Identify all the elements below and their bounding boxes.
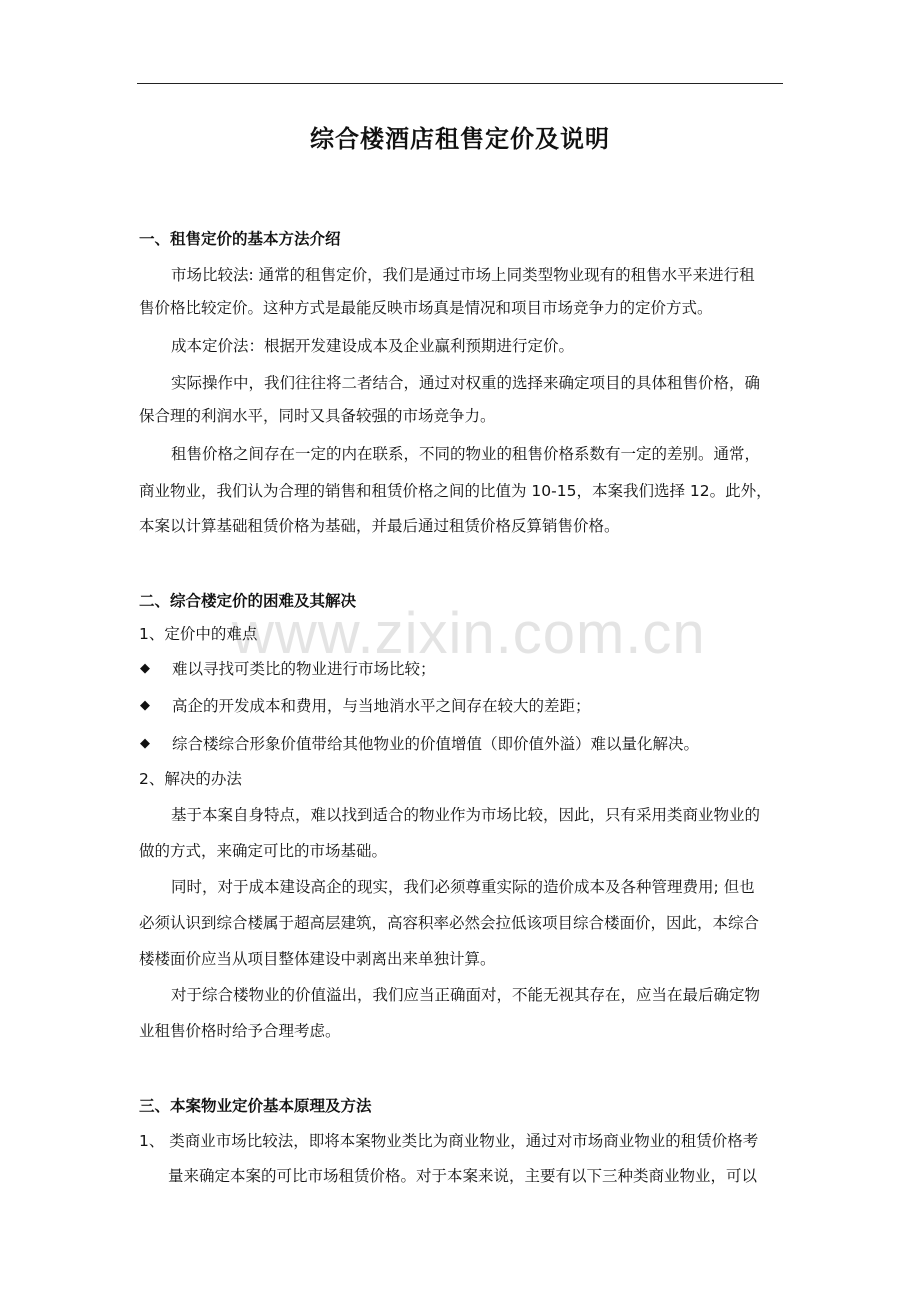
watermark: www.zixin.com.cn bbox=[232, 601, 706, 666]
numbered-item-line: 量来确定本案的可比市场租赁价格。对于本案来说，主要有以下三种类商业物业，可以 bbox=[168, 1167, 758, 1185]
diamond-bullet-icon: ◆ bbox=[140, 736, 150, 751]
section-3-heading: 三、本案物业定价基本原理及方法 bbox=[139, 1097, 372, 1115]
bullet-item: 高企的开发成本和费用，与当地消水平之间存在较大的差距； bbox=[172, 697, 591, 715]
bullet-item: 综合楼综合形象价值带给其他物业的价值增值（即价值外溢）难以量化解决。 bbox=[172, 735, 700, 753]
section-1-heading: 一、租售定价的基本方法介绍 bbox=[139, 230, 341, 248]
paragraph-line: 租售价格之间存在一定的内在联系，不同的物业的租售价格系数有一定的差别。通常， bbox=[171, 445, 761, 463]
paragraph-line: 业租售价格时给予合理考虑。 bbox=[139, 1022, 341, 1040]
paragraph-line: 同时，对于成本建设高企的现实，我们必须尊重实际的造价成本及各种管理费用; 但也 bbox=[171, 878, 755, 896]
paragraph-line: 对于综合楼物业的价值溢出，我们应当正确面对，不能无视其存在，应当在最后确定物 bbox=[171, 986, 761, 1004]
paragraph-line: 基于本案自身特点，难以找到适合的物业作为市场比较，因此，只有采用类商业物业的 bbox=[171, 806, 761, 824]
paragraph-line: 本案以计算基础租赁价格为基础，并最后通过租赁价格反算销售价格。 bbox=[139, 517, 620, 535]
paragraph-line: 售价格比较定价。这种方式是最能反映市场真是情况和项目市场竞争力的定价方式。 bbox=[139, 299, 713, 317]
paragraph-line: 保合理的利润水平，同时又具备较强的市场竞争力。 bbox=[139, 407, 496, 425]
paragraph-line: 市场比较法: 通常的租售定价，我们是通过市场上同类型物业现有的租售水平来进行租 bbox=[171, 266, 755, 284]
diamond-bullet-icon: ◆ bbox=[140, 661, 150, 676]
paragraph-line: 必须认识到综合楼属于超高层建筑，高容积率必然会拉低该项目综合楼面价，因此，本综合 bbox=[139, 914, 760, 932]
paragraph-line: 做的方式，来确定可比的市场基础。 bbox=[139, 842, 388, 860]
document-title: 综合楼酒店租售定价及说明 bbox=[310, 125, 610, 153]
subheading: 2、解决的办法 bbox=[139, 770, 242, 788]
numbered-item-line: 1、 类商业市场比较法，即将本案物业类比为商业物业，通过对市场商业物业的租赁价格考 bbox=[139, 1132, 759, 1150]
bullet-item: 难以寻找可类比的物业进行市场比较； bbox=[172, 660, 436, 678]
diamond-bullet-icon: ◆ bbox=[140, 698, 150, 713]
paragraph-line: 实际操作中，我们往往将二者结合，通过对权重的选择来确定项目的具体租售价格，确 bbox=[171, 374, 761, 392]
section-2-heading: 二、综合楼定价的困难及其解决 bbox=[139, 592, 357, 610]
paragraph-line: 楼楼面价应当从项目整体建设中剥离出来单独计算。 bbox=[139, 950, 496, 968]
paragraph-line: 商业物业，我们认为合理的销售和租赁价格之间的比值为 10-15，本案我们选择 12。此外， bbox=[139, 482, 772, 500]
header-rule bbox=[137, 83, 783, 84]
subheading: 1、定价中的难点 bbox=[139, 625, 258, 643]
paragraph-line: 成本定价法：根据开发建设成本及企业赢利预期进行定价。 bbox=[171, 337, 575, 355]
